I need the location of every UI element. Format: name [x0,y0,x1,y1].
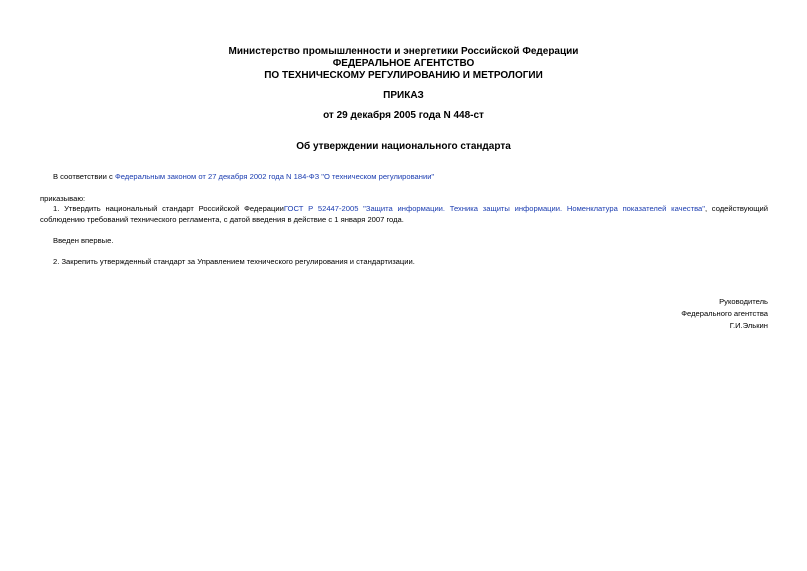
federal-law-link[interactable]: Федеральным законом от 27 декабря 2002 года N 184-ФЗ "О техническом регулировании" [114,172,435,181]
order-word: приказываю: [40,194,86,203]
order-title: ПРИКАЗ [383,90,424,101]
signature-position: Руководитель [719,297,768,306]
intro-prefix: В соответствии с [53,172,115,181]
item-1-paragraph [40,203,768,225]
standard-link[interactable]: ГОСТ Р 52447-2005 "Защита информации. Техника защиты информации. Номенклатура показателей качества" [283,204,705,213]
order-date: от 29 декабря 2005 года N 448-ст [323,110,484,121]
agency-subtitle: ПО ТЕХНИЧЕСКОМУ РЕГУЛИРОВАНИЮ И МЕТРОЛОГИИ [264,70,543,81]
signature-block [681,296,768,332]
intro-paragraph [53,171,434,182]
item-2-paragraph: 2. Закрепить утвержденный стандарт за Управлением технического регулирования и стандартизации. [53,257,415,266]
signature-agency: Федерального агентства [681,309,768,318]
document-header [0,46,807,82]
first-introduced-note: Введен впервые. [53,236,114,245]
item-1-suffix: , содействующий соблюдению требований технического регламента, с датой введения в действие с 1 января 2007 года. [40,204,769,224]
item-1-prefix: 1. Утвердить национальный стандарт Российской Федерации [53,204,284,213]
ministry-name: Министерство промышленности и энергетики Российской Федерации [228,46,579,57]
signature-name: Г.И.Элькин [729,321,768,330]
agency-name: ФЕДЕРАЛЬНОЕ АГЕНТСТВО [332,58,475,69]
order-subject: Об утверждении национального стандарта [296,141,511,152]
